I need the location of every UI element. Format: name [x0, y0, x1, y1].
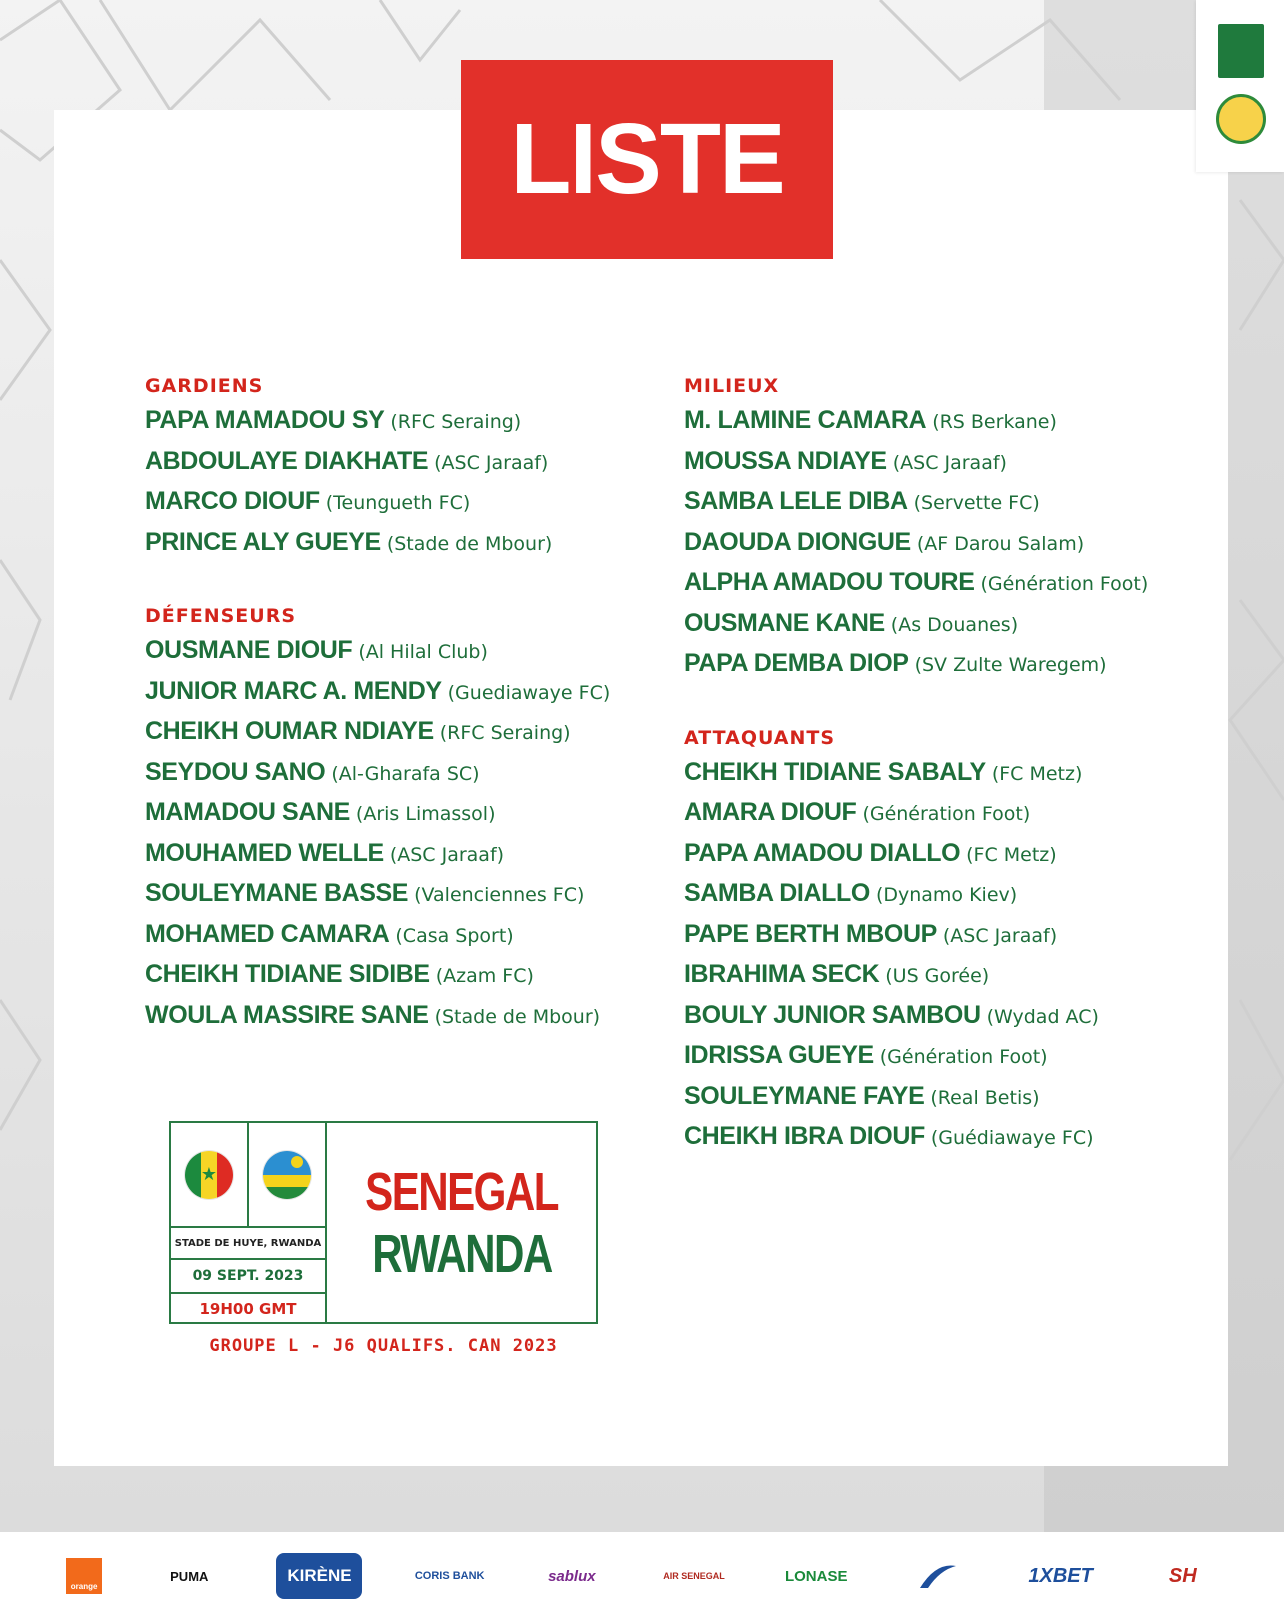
player-name: M. LAMINE CAMARA: [684, 406, 927, 434]
rwanda-flag-icon: [263, 1151, 311, 1199]
player-row: [684, 441, 1204, 482]
player-row: [684, 792, 1204, 833]
player-club: (Al Hilal Club): [358, 641, 488, 663]
senegal-flag-icon: ★: [185, 1151, 233, 1199]
player-row: [684, 522, 1204, 563]
player-row: [145, 630, 665, 671]
player-name: ABDOULAYE DIAKHATE: [145, 446, 429, 475]
left-column: [145, 372, 665, 1075]
player-name: OUSMANE DIOUF: [145, 636, 353, 664]
home-team: SENEGAL: [365, 1161, 558, 1222]
player-club: (Dynamo Kiev): [875, 884, 1018, 906]
player-name: IBRAHIMA SECK: [684, 960, 880, 988]
match-info-box: [169, 1121, 598, 1324]
player-name: MOUSSA NDIAYE: [684, 446, 887, 475]
player-row: [684, 752, 1204, 793]
player-club: (Guédiawaye FC): [930, 1127, 1094, 1149]
player-row: [684, 954, 1204, 995]
player-club: (FC Metz): [991, 762, 1083, 785]
player-club: (Génération Foot): [862, 803, 1031, 825]
player-name: SOULEYMANE BASSE: [145, 879, 409, 907]
player-name: SAMBA DIALLO: [684, 879, 870, 907]
senegal-flag-cell: [171, 1123, 249, 1226]
player-row: [145, 400, 665, 441]
player-row: [145, 522, 665, 563]
player-row: [684, 1035, 1204, 1076]
player-row: [145, 441, 665, 482]
player-name: CHEIKH IBRA DIOUF: [684, 1122, 925, 1150]
title-banner: [461, 60, 833, 259]
match-teams: [327, 1123, 596, 1322]
match-date: 09 SEPT. 2023: [171, 1258, 327, 1292]
player-row: [145, 752, 665, 793]
section-title: DÉFENSEURS: [145, 605, 297, 627]
player-row: [145, 671, 665, 712]
player-club: (Al-Gharafa SC): [331, 762, 480, 785]
player-row: [684, 914, 1204, 955]
player-club: (RS Berkane): [932, 411, 1057, 433]
player-name: PAPA MAMADOU SY: [145, 406, 385, 434]
player-name: OUSMANE KANE: [684, 608, 885, 637]
player-club: (ASC Jaraaf): [434, 451, 549, 474]
rwanda-flag-cell: [249, 1123, 327, 1226]
player-name: SEYDOU SANO: [145, 757, 326, 786]
player-name: BOULY JUNIOR SAMBOU: [684, 1000, 981, 1029]
player-club: (Aris Limassol): [355, 803, 496, 825]
section-gardiens: [145, 372, 665, 562]
player-row: [145, 954, 665, 995]
player-row: [684, 481, 1204, 522]
player-name: PAPA AMADOU DIALLO: [684, 838, 961, 867]
player-name: CHEIKH TIDIANE SIDIBE: [145, 960, 430, 988]
player-row: [684, 1116, 1204, 1157]
player-name: PAPE BERTH MBOUP: [684, 919, 937, 948]
player-name: ALPHA AMADOU TOURE: [684, 568, 975, 596]
player-club: (Wydad AC): [986, 1005, 1099, 1028]
player-row: [684, 400, 1204, 441]
player-club: (As Douanes): [890, 613, 1019, 636]
match-group: GROUPE L - J6 QUALIFS. CAN 2023: [209, 1336, 558, 1356]
player-name: SAMBA LELE DIBA: [684, 487, 908, 515]
player-row: [684, 562, 1204, 603]
1xbet-logo: 1XBET: [1028, 1564, 1093, 1587]
player-row: [145, 995, 665, 1036]
afcon-trophy-logo: [1218, 24, 1264, 78]
player-row: [145, 711, 665, 752]
player-club: (FC Metz): [966, 843, 1057, 866]
player-row: [145, 914, 665, 955]
player-name: MAMADOU SANE: [145, 798, 350, 826]
section-title: ATTAQUANTS: [684, 726, 836, 749]
fsf-lion-logo: [1216, 94, 1266, 144]
player-club: (Valenciennes FC): [414, 884, 585, 906]
player-row: [145, 792, 665, 833]
player-club: (ASC Jaraaf): [892, 451, 1007, 474]
player-club: (RFC Seraing): [439, 722, 571, 744]
player-club: (US Gorée): [885, 965, 990, 987]
player-name: DAOUDA DIONGUE: [684, 527, 911, 556]
sablux-logo: sablux: [548, 1567, 596, 1585]
player-row: [684, 643, 1204, 684]
player-club: (Real Betis): [930, 1086, 1040, 1109]
player-name: IDRISSA GUEYE: [684, 1041, 874, 1069]
player-club: (Casa Sport): [395, 924, 514, 947]
section-milieux: [684, 372, 1204, 684]
player-row: [145, 833, 665, 874]
match-venue: STADE DE HUYE, RWANDA: [171, 1226, 327, 1258]
air-senegal-logo: AIR SENEGAL: [663, 1571, 725, 1581]
player-name: PAPA DEMBA DIOP: [684, 649, 909, 677]
lonase-logo: LONASE: [784, 1567, 848, 1585]
player-name: MOUHAMED WELLE: [145, 838, 384, 867]
player-name: SOULEYMANE FAYE: [684, 1081, 925, 1110]
sh-logo: SH: [1168, 1564, 1197, 1587]
section-attaquants: [684, 724, 1204, 1157]
player-row: [145, 873, 665, 914]
player-club: (AF Darou Salam): [916, 532, 1085, 555]
match-time: 19H00 GMT: [171, 1292, 327, 1324]
page-title: LISTE: [510, 103, 784, 215]
section-title: MILIEUX: [684, 375, 780, 397]
player-name: JUNIOR MARC A. MENDY: [145, 676, 442, 705]
player-name: MARCO DIOUF: [145, 487, 320, 515]
player-club: (Azam FC): [435, 965, 534, 987]
player-name: WOULA MASSIRE SANE: [145, 1000, 429, 1029]
sponsor-bar: [0, 1532, 1284, 1620]
coris-bank-logo: CORIS BANK: [414, 1570, 485, 1582]
player-name: PRINCE ALY GUEYE: [145, 527, 381, 556]
player-name: CHEIKH TIDIANE SABALY: [684, 757, 986, 786]
player-club: (Génération Foot): [879, 1046, 1048, 1068]
player-club: (ASC Jaraaf): [389, 843, 505, 866]
player-row: [145, 481, 665, 522]
player-club: (SV Zulte Waregem): [914, 654, 1107, 676]
player-row: [684, 833, 1204, 874]
section-defenseurs: [145, 602, 665, 1035]
player-club: (Stade de Mbour): [434, 1005, 601, 1028]
player-club: (Génération Foot): [980, 573, 1149, 595]
player-row: [684, 603, 1204, 644]
player-name: MOHAMED CAMARA: [145, 919, 390, 948]
section-title: GARDIENS: [145, 375, 264, 397]
federation-logos: [1196, 0, 1284, 172]
player-row: [684, 1076, 1204, 1117]
orange-logo: orange: [66, 1558, 102, 1594]
sponsor-swoosh-logo: [903, 1553, 973, 1599]
player-name: AMARA DIOUF: [684, 798, 857, 826]
puma-logo: PUMA: [170, 1568, 209, 1584]
player-name: CHEIKH OUMAR NDIAYE: [145, 717, 434, 745]
right-column: [684, 372, 1204, 1197]
player-club: (Servette FC): [913, 492, 1040, 514]
player-club: (ASC Jaraaf): [942, 924, 1058, 947]
player-club: (Teungueth FC): [325, 492, 471, 514]
player-row: [684, 873, 1204, 914]
player-club: (Guediawaye FC): [447, 681, 611, 704]
player-club: (RFC Seraing): [390, 411, 522, 433]
away-team: RWANDA: [371, 1223, 552, 1284]
player-row: [684, 995, 1204, 1036]
player-club: (Stade de Mbour): [386, 532, 553, 555]
kirene-logo: KIRÈNE: [276, 1553, 362, 1599]
